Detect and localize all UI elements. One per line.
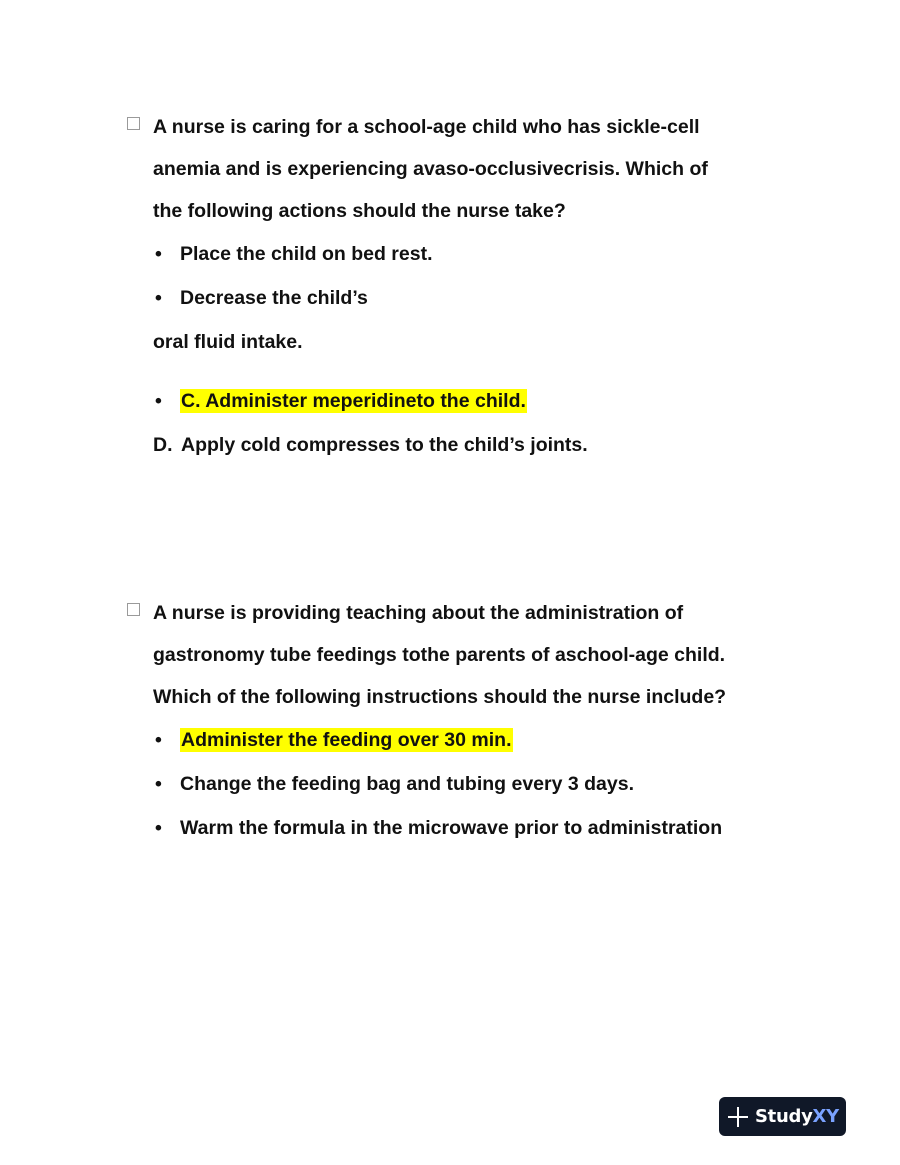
question-2-option-2: • Change the feeding bag and tubing every 3 days. [127, 762, 787, 806]
bullet-icon: • [155, 729, 162, 751]
question-2-stem-line-2: gastronomy tube feedings tothe parents of aschool-age child. [153, 644, 726, 666]
question-1-option-a: • Place the child on bed rest. [127, 232, 787, 276]
question-1-option-d: D. Apply cold compresses to the child’s joints. [153, 434, 588, 456]
question-2-stem-line-3: Which of the following instructions should the nurse include? [153, 686, 727, 708]
question-2 [127, 592, 787, 850]
question-2-option-1 [127, 718, 787, 762]
bullet-icon: • [155, 773, 162, 795]
bullet-icon: • [155, 243, 162, 265]
plus-icon [727, 1106, 749, 1128]
question-checkbox-icon [127, 603, 140, 616]
question-1-stem-line-1: A nurse is caring for a school-age child who has sickle-cell [127, 106, 787, 148]
bullet-icon: • [155, 287, 162, 309]
studyxy-badge[interactable] [719, 1097, 846, 1136]
question-1-option-b-continued: oral fluid intake. [153, 331, 303, 353]
question-2-option-3: • Warm the formula in the microwave prior to administration [127, 806, 787, 850]
question-1-stem-line-3: the following actions should the nurse take? [153, 200, 566, 222]
bullet-icon: • [155, 817, 162, 839]
question-1-stem-line-2: anemia and is experiencing avaso-occlusivecrisis. Which of [153, 158, 708, 180]
highlighted-answer: Administer the feeding over 30 min. [181, 729, 512, 751]
question-checkbox-icon [127, 117, 140, 130]
bullet-icon: • [155, 390, 162, 412]
question-1-option-b: • Decrease the child’s [127, 276, 787, 320]
question-1-option-c [127, 379, 787, 423]
brand-name: StudyXY [755, 1106, 839, 1127]
highlighted-answer: C. Administer meperidineto the child. [181, 390, 526, 412]
question-2-stem-line-1: A nurse is providing teaching about the administration of [127, 592, 787, 634]
question-1 [127, 106, 787, 467]
